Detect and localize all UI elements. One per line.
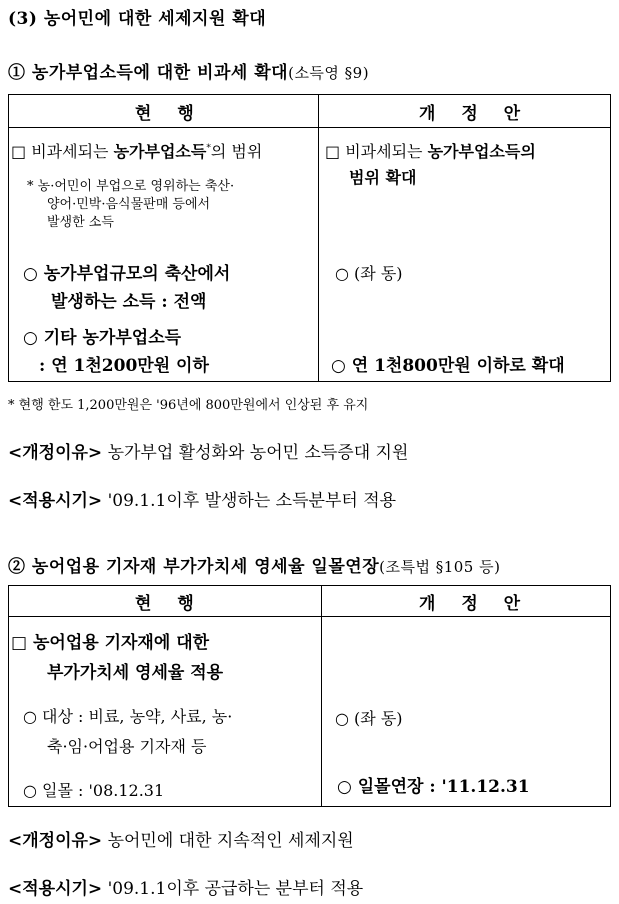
item2-reason-text: 농어민에 대한 지속적인 세제지원: [102, 831, 354, 851]
item1-col-current: 현 행: [135, 104, 204, 124]
item1-reason-text: 농가부업 활성화와 농어민 소득증대 지원: [102, 443, 409, 463]
item2-cur-heading-1: □ 농어업용 기자재에 대한: [11, 633, 210, 653]
item2-apply: [8, 874, 363, 899]
item1-reason-label: <개정이유>: [8, 443, 103, 463]
item1-rev-heading-a: □ 비과세되는: [325, 142, 428, 161]
item1-cur-bullet2-line1: ○ 기타 농가부업소득: [23, 328, 182, 348]
item1-apply-text: '09.1.1이후 발생하는 소득분부터 적용: [102, 491, 397, 511]
item1-cur-note-1: * 농·어민이 부업으로 영위하는 축산·: [27, 179, 235, 194]
item1-column-divider: [318, 95, 319, 381]
item2-cur-bullet2: ○ 일몰 : '08.12.31: [23, 781, 165, 800]
item2-reason: [8, 826, 354, 851]
item2-column-divider: [321, 586, 322, 806]
item2-col-revised: 개 정 안: [419, 594, 531, 614]
item2-apply-text: '09.1.1이후 공급하는 분부터 적용: [102, 879, 364, 899]
item2-title-text: ② 농어업용 기자재 부가가치세 영세율 일몰연장: [8, 557, 380, 577]
item1-title-text: ① 농가부업소득에 대한 비과세 확대: [8, 63, 289, 83]
item1-table-header: [9, 95, 610, 128]
item1-col-revised: 개 정 안: [419, 104, 531, 124]
item2-reason-label: <개정이유>: [8, 831, 103, 851]
item1-rev-heading-c: 범위 확대: [349, 168, 417, 187]
item2-cur-bullet1-line1: ○ 대상 : 비료, 농약, 사료, 농·: [23, 707, 233, 726]
item2-apply-label: <적용시기>: [8, 879, 103, 899]
item2-cur-heading-2: 부가가치세 영세율 적용: [47, 663, 224, 683]
item1-rev-heading-b: 농가부업소득의: [427, 142, 536, 161]
item1-cur-bullet2-line2: : 연 1천200만원 이하: [39, 356, 209, 376]
item2-col-current: 현 행: [135, 594, 204, 614]
item1-reason: [8, 438, 408, 463]
item2-rev-bullet2: ○ 일몰연장 : '11.12.31: [337, 777, 530, 797]
item1-cur-heading: [11, 139, 262, 162]
item1-cur-heading-a: □ 비과세되는: [11, 142, 114, 161]
item1-rev-same: ○ (좌 동): [335, 264, 403, 283]
section-title: (3) 농어민에 대한 세제지원 확대: [8, 9, 267, 29]
item2-table: [8, 585, 611, 807]
item1-title: [8, 58, 369, 83]
item1-rev-bullet2: ○ 연 1천800만원 이하로 확대: [331, 356, 565, 376]
item1-ref: (소득영 §9): [288, 64, 370, 82]
item1-cur-bullet1-line1: ○ 농가부업규모의 축산에서: [23, 264, 231, 284]
item1-cur-bullet1-line2: 발생하는 소득 : 전액: [51, 292, 207, 312]
item2-cur-bullet1-line2: 축·임·어업용 기자재 등: [47, 737, 207, 756]
item1-apply: [8, 486, 396, 511]
item1-rev-heading: [325, 139, 536, 162]
item1-cur-heading-b: 농가부업소득: [113, 142, 207, 161]
item1-footnote: * 현행 한도 1,200만원은 '96년에 800만원에서 인상된 후 유지: [8, 398, 369, 413]
item2-table-header: [9, 586, 610, 617]
item2-rev-same: ○ (좌 동): [335, 709, 403, 728]
item1-cur-heading-c: 의 범위: [210, 142, 263, 161]
item1-cur-note-3: 발생한 소득: [47, 215, 114, 230]
item1-apply-label: <적용시기>: [8, 491, 103, 511]
item1-table: [8, 94, 611, 382]
item2-ref: (조특법 §105 등): [379, 558, 501, 576]
item2-title: [8, 552, 500, 577]
item1-cur-heading-star: *: [206, 143, 211, 154]
item1-cur-note-2: 양어·민박·음식물판매 등에서: [47, 197, 211, 212]
